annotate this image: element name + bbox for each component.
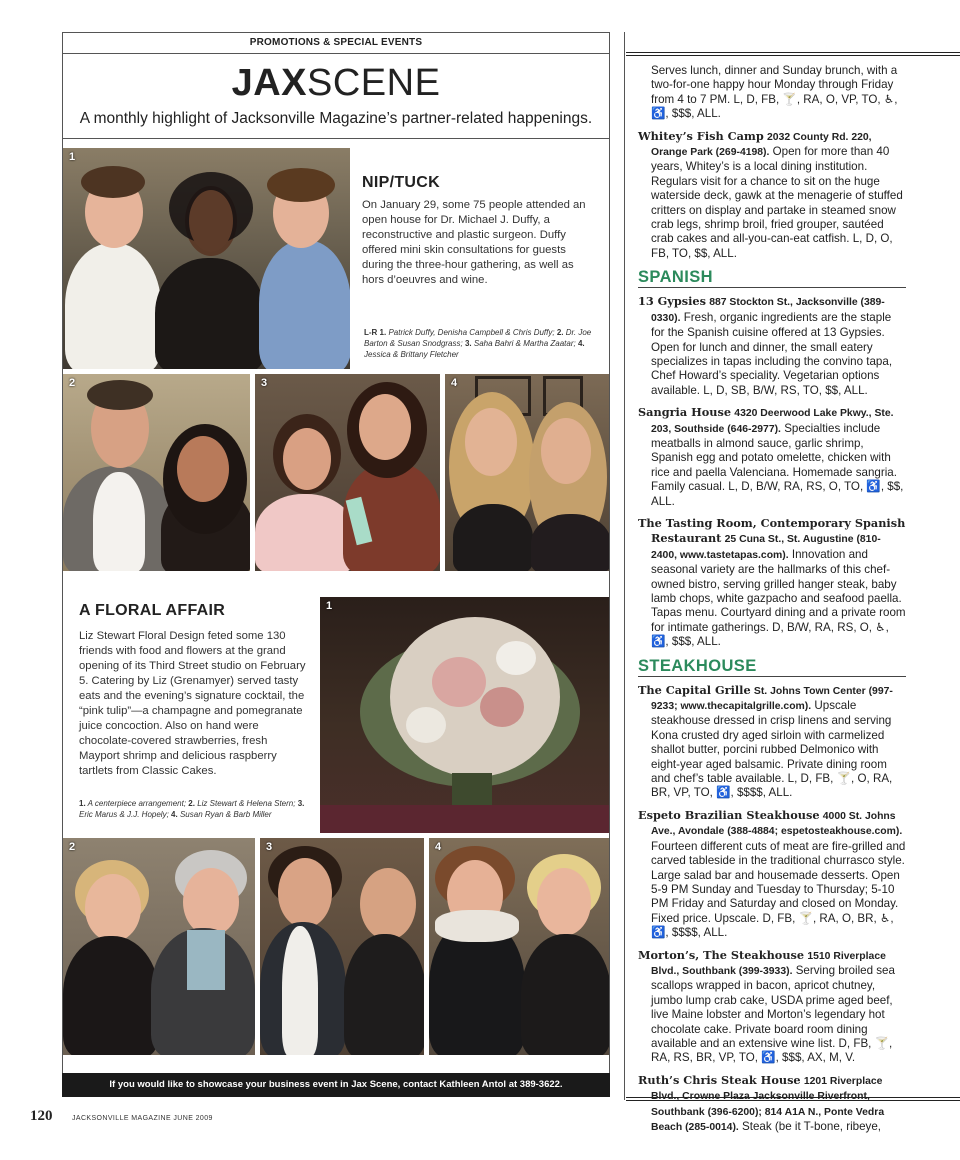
story-heading-floral: A FLORAL AFFAIR <box>79 602 226 619</box>
flower <box>480 687 524 727</box>
face <box>85 874 141 942</box>
caption-floral <box>79 798 315 820</box>
caption-text: A centerpiece arrangement; <box>87 799 187 808</box>
listing-name: Sangria House <box>638 405 732 420</box>
listing-name: The Tasting Room, Contemporary Spanish Restaurant <box>638 515 906 546</box>
flower <box>496 641 536 675</box>
face <box>360 868 416 940</box>
caption-lead: L-R 1. <box>364 328 387 337</box>
caption-text: Dr. Joe Barton & Susan Snodgrass; <box>364 328 592 348</box>
photo-nip-tuck-1 <box>63 148 350 369</box>
caption-text: Eric Marus & J.J. Hopely; <box>79 810 169 819</box>
caption-number: 4. <box>577 339 585 348</box>
person <box>155 258 265 369</box>
caption-text: Susan Ryan & Barb Miller <box>179 810 272 819</box>
photo-number: 3 <box>261 377 268 389</box>
table <box>320 805 609 833</box>
photo-number: 4 <box>435 841 442 853</box>
caption-number: 4. <box>171 810 178 819</box>
masthead <box>62 60 610 106</box>
person <box>531 514 609 571</box>
category-heading-spanish: SPANISH <box>638 268 906 288</box>
listing-entry <box>638 683 906 801</box>
face <box>359 394 411 460</box>
face <box>183 868 239 936</box>
photo-number: 4 <box>451 377 458 389</box>
listing-description: Specialties include meatballs in almond sauce, garlic shrimp, Spanish egg and potato omelette, chicken with rice and paella Valenciana. Homemade sangria. Family casual. L, D, B/W, RA, RS, O, TO, ♿, $$, ALL. <box>651 421 904 508</box>
listing-entry <box>638 516 906 650</box>
tagline: A monthly highlight of Jacksonville Magazine’s partner-related happenings. <box>79 110 593 127</box>
caption-nip-tuck <box>364 327 602 360</box>
listing-continued-text: Serves lunch, dinner and Sunday brunch, with a two-for-one happy hour Monday through Friday from 4 to 7 PM. L, D, FB, 🍸, RA, O, VP, TO, ♿︎, ♿, $$$, ALL. <box>651 64 898 121</box>
person <box>63 936 159 1055</box>
caption-text: Jessica & Brittany Fletcher <box>364 350 459 359</box>
person <box>344 934 424 1055</box>
scarf <box>187 930 225 990</box>
person <box>282 926 318 1055</box>
listing-name: Espeto Brazilian Steakhouse <box>638 807 820 822</box>
hair <box>87 380 153 410</box>
column-rule <box>624 32 625 1100</box>
face <box>278 858 332 928</box>
face <box>465 408 517 476</box>
listing-address: 887 Stockton St., Jacksonville (389-0330). <box>651 297 885 324</box>
listing-entry <box>638 405 906 509</box>
listing-name: 13 Gypsies <box>638 294 706 309</box>
photo-floral-3 <box>260 838 424 1055</box>
photo-floral-1 <box>320 597 609 833</box>
photo-nip-tuck-2 <box>63 374 250 571</box>
face <box>541 418 591 484</box>
photo-nip-tuck-3 <box>255 374 440 571</box>
photo-number: 1 <box>326 600 333 612</box>
story-body-floral: Liz Stewart Floral Design feted some 130 friends with food and flowers at the grand opening of its Third Street studio on February 5. Catering by Liz (Grenamyer) served tasty eats and the evening’s signature cocktail, the “pink tulip”—a champagne and pomegranate juice concoction. Also on hand were chocolate-covered strawberries, fresh Mayport shrimp and delicious raspberry tartlets from Classic Cakes. <box>79 630 306 777</box>
listing-address: 4320 Deerwood Lake Pkwy., Ste. 203, Southside (646-2977). <box>651 408 894 435</box>
story-heading-nip-tuck: NIP/TUCK <box>362 174 440 191</box>
caption-number: 2. <box>556 328 564 337</box>
listing-description: Innovation and seasonal variety are the hallmarks of this chef-owned bistro, serving grilled hanger steak, baby lamb chops, white gazpacho and seafood paella. Tapas menu. Courtyard dining and a private room for intimate gatherings. D, B/W, RA, RS, O, ♿︎, ♿, $$$, ALL. <box>651 547 906 649</box>
listing-name: Morton’s, The Steakhouse <box>638 947 805 962</box>
person <box>521 934 609 1055</box>
flower <box>406 707 446 743</box>
listing-description: Upscale steakhouse dressed in crisp linens and serving Kona crusted dry aged sirloin with carmelized shallot butter, porcini rubbed Delmonico with eight-year aged balsamic. Private dining room and chef’s table available. L, D, FB, 🍸, O, RA, BR, VP, TO, ♿, $$$$, ALL. <box>651 699 893 800</box>
masthead-light: SCENE <box>307 62 441 104</box>
photo-number: 3 <box>266 841 273 853</box>
listing-address: 25 Cuna St., St. Augustine (810-2400, www.tastetapas.com). <box>651 534 881 561</box>
listing-address: 4000 St. Johns Ave., Avondale (388-4884; espetosteakhouse.com). <box>651 810 903 838</box>
listing-name: Ruth’s Chris Steak House <box>638 1072 801 1087</box>
listing-address: 1510 Riverplace Blvd., Southbank (399-3933). <box>651 950 886 977</box>
caption-text: Patrick Duffy, Denisha Campbell & Chris Duffy; <box>388 328 555 337</box>
story-body-nip-tuck: On January 29, some 75 people attended an open house for Dr. Michael J. Duffy, a reconstructive and plastic surgeon. Duffy offered mini skin consultations for guests during the three-hour gathering, as well as hors d’oeuvres and wine. <box>362 199 586 286</box>
person <box>65 243 161 369</box>
hair <box>81 166 145 198</box>
category-heading-steakhouse: STEAKHOUSE <box>638 657 906 677</box>
face <box>537 868 591 936</box>
listing-entry <box>638 129 906 262</box>
listing-entry <box>638 1073 906 1136</box>
face <box>283 428 331 490</box>
section-header: PROMOTIONS & SPECIAL EVENTS <box>62 32 610 54</box>
flower <box>432 657 486 707</box>
collar <box>435 910 519 942</box>
photo-nip-tuck-4 <box>445 374 609 571</box>
person <box>255 494 355 571</box>
caption-number: 2. <box>188 799 195 808</box>
page-number: 120 <box>30 1108 53 1124</box>
listing-description: Serving broiled sea scallops wrapped in bacon, apricot chutney, jumbo lump crab cake, USDA prime aged beef, live Maine lobster and Morton’s legendary hot chocolate cake. Private board room dining available and an extensive wine list. D, FB, 🍸, RA, RS, BR, VP, TO, ♿, $$$, AX, M, V. <box>651 963 895 1065</box>
person <box>259 240 350 369</box>
face <box>189 190 233 252</box>
masthead-bold: JAX <box>231 62 307 104</box>
person <box>453 504 533 571</box>
photo-floral-4 <box>429 838 609 1055</box>
hair <box>267 168 335 202</box>
photo-number: 2 <box>69 377 76 389</box>
caption-number: 1. <box>79 799 86 808</box>
listing-address: St. Johns Town Center (997-9233; www.thecapitalgrille.com). <box>651 685 893 713</box>
listing-description: Steak (be it T-bone, ribeye, <box>742 1120 882 1133</box>
restaurant-listings <box>638 64 906 1142</box>
person <box>93 472 145 571</box>
face <box>177 436 229 502</box>
caption-number: 3. <box>297 799 305 808</box>
listing-entry <box>638 294 906 398</box>
listing-description: Open for more than 40 years, Whitey’s is a local dining institution. Regulars visit for a chance to sit on the huge waterside deck, gawk at the menagerie of stuffed critters on display and partake in steamed snow crab legs, shrimp broil, fried grouper, sautéed crab cakes and all-you-can-eat catfish. L, D, O, FB, TO, $$, ALL. <box>651 145 903 260</box>
folio: JACKSONVILLE MAGAZINE JUNE 2009 <box>72 1115 213 1122</box>
photo-number: 2 <box>69 841 76 853</box>
photo-floral-2 <box>63 838 255 1055</box>
listing-address: 1201 Riverplace Blvd., Crowne Plaza Jacksonville Riverfront, Southbank (396-6200); 814 A1A N., Ponte Vedra Beach (285-0014). <box>651 1075 885 1133</box>
caption-number: 3. <box>464 339 472 348</box>
footer-note: If you would like to showcase your business event in Jax Scene, contact Kathleen Antol at 389-3622. <box>62 1073 610 1097</box>
listing-description: Fresh, organic ingredients are the staple for the Spanish cuisine offered at 13 Gypsies. Open for lunch and dinner, the small eatery specializes in tapas including the convino tapa, Chef Howard’s speciality. Vegetarian options available. L, D, SB, B/W, RS, TO, $$, ALL. <box>651 310 893 397</box>
listing-name: The Capital Grille <box>638 682 751 697</box>
photo-number: 1 <box>69 151 76 163</box>
divider <box>62 138 610 139</box>
listing-entry <box>638 808 906 941</box>
top-rule <box>626 52 960 56</box>
caption-text: Saha Bahri & Martha Zaatar; <box>473 339 576 348</box>
listing-name: Whitey’s Fish Camp <box>638 128 764 143</box>
caption-text: Liz Stewart & Helena Stern; <box>197 799 296 808</box>
listing-entry <box>638 948 906 1066</box>
listing-address: 2032 County Rd. 220, Orange Park (269-4198). <box>651 131 872 159</box>
listing-description: Fourteen different cuts of meat are fire-grilled and carved tableside in the traditional churrasco style. Large salad bar and housemade desserts. Open 5-9 PM Sunday and Tuesday to Thursday; 5-10 PM Friday and Saturday and closed on Monday. Fixed price. Upscale. D, FB, 🍸, RA, O, BR, ♿︎, ♿, $$$$, ALL. <box>651 839 906 940</box>
